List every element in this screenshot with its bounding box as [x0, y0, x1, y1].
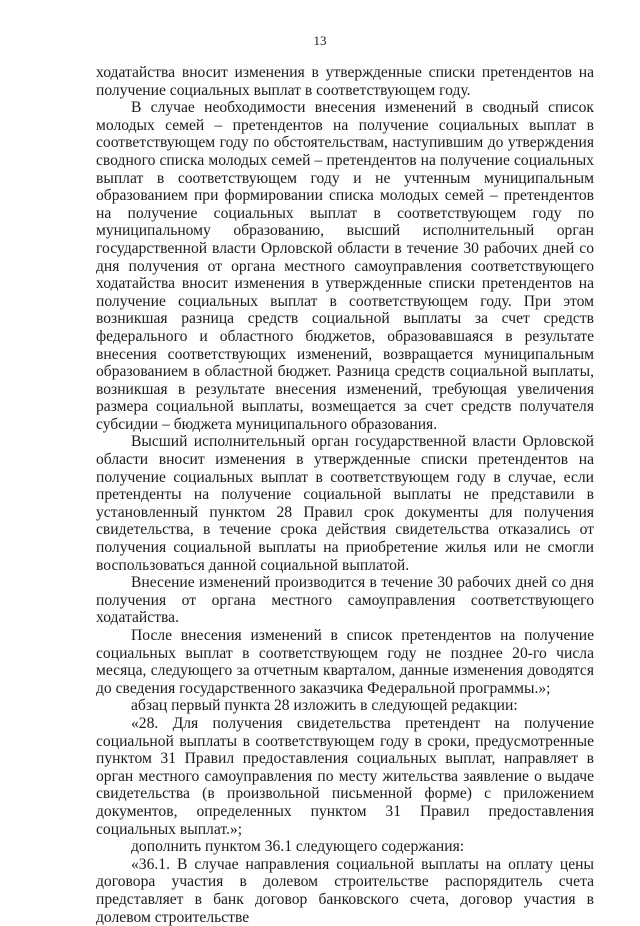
document-body: [96, 64, 594, 926]
paragraph-continuation: ходатайства вносит изменения в утвержденные списки претендентов на получение социальных выплат в соответствующем году.: [96, 64, 594, 99]
paragraph: В случае необходимости внесения изменений в сводный список молодых семей – претендентов на получение социальных выплат в соответствующем году по обстоятельствам, наступившим до утверждения сводного списка молодых семей – претендентов на получение социальных выплат в соответствующем году и не учтенным муниципальным образованием при формировании списка молодых семей – претендентов на получение социальных выплат в соответствующем году по муниципальному образованию, высший исполнительный орган государственной власти Орловской области в течение 30 рабочих дней со дня получения от органа местного самоуправления соответствующего ходатайства вносит изменения в утвержденные списки претендентов на получение социальных выплат в соответствующем году. При этом возникшая разница средств социальной выплаты за счет средств федерального и областного бюджетов, образовавшаяся в результате внесения соответствующих изменений, возвращается муниципальным образованием в областной бюджет. Разница средств социальной выплаты, возникшая в результате внесения изменений, требующая увеличения размера социальной выплаты, возмещается за счет средств получателя субсидии – бюджета муниципального образования.: [96, 99, 594, 433]
paragraph: «36.1. В случае направления социальной выплаты на оплату цены договора участия в долевом строительстве распорядитель счета представляет в банк договор банковского счета, договор участия в долевом строительстве: [96, 855, 594, 926]
paragraph: Внесение изменений производится в течение 30 рабочих дней со дня получения от органа местного самоуправления соответствующего ходатайства.: [96, 574, 594, 627]
paragraph: После внесения изменений в список претендентов на получение социальных выплат в соответствующем году не позднее 20-го числа месяца, следующего за отчетным кварталом, данные изменения доводятся до сведения государственного заказчика Федеральной программы.»;: [96, 627, 594, 697]
paragraph: Высший исполнительный орган государственной власти Орловской области вносит изменения в утвержденные списки претендентов на получение социальных выплат в соответствующем году в случае, если претенденты на получение социальной выплаты не представили в установленный пунктом 28 Правил срок документы для получения свидетельства, в течение срока действия свидетельства отказались от получения социальной выплаты на приобретение жилья или не смогли воспользоваться данной социальной выплатой.: [96, 433, 594, 574]
page-number: 13: [313, 33, 327, 48]
paragraph: «28. Для получения свидетельства претендент на получение социальной выплаты в соответствующем году в сроки, предусмотренные пунктом 31 Правил предоставления социальных выплат, направляет в орган местного самоуправления по месту жительства заявление о выдаче свидетельства (в произвольной письменной форме) с приложением документов, определенных пунктом 31 Правил предоставления социальных выплат.»;: [96, 714, 594, 838]
paragraph: абзац первый пункта 28 изложить в следующей редакции:: [131, 697, 518, 715]
paragraph: дополнить пунктом 36.1 следующего содержания:: [131, 838, 465, 856]
